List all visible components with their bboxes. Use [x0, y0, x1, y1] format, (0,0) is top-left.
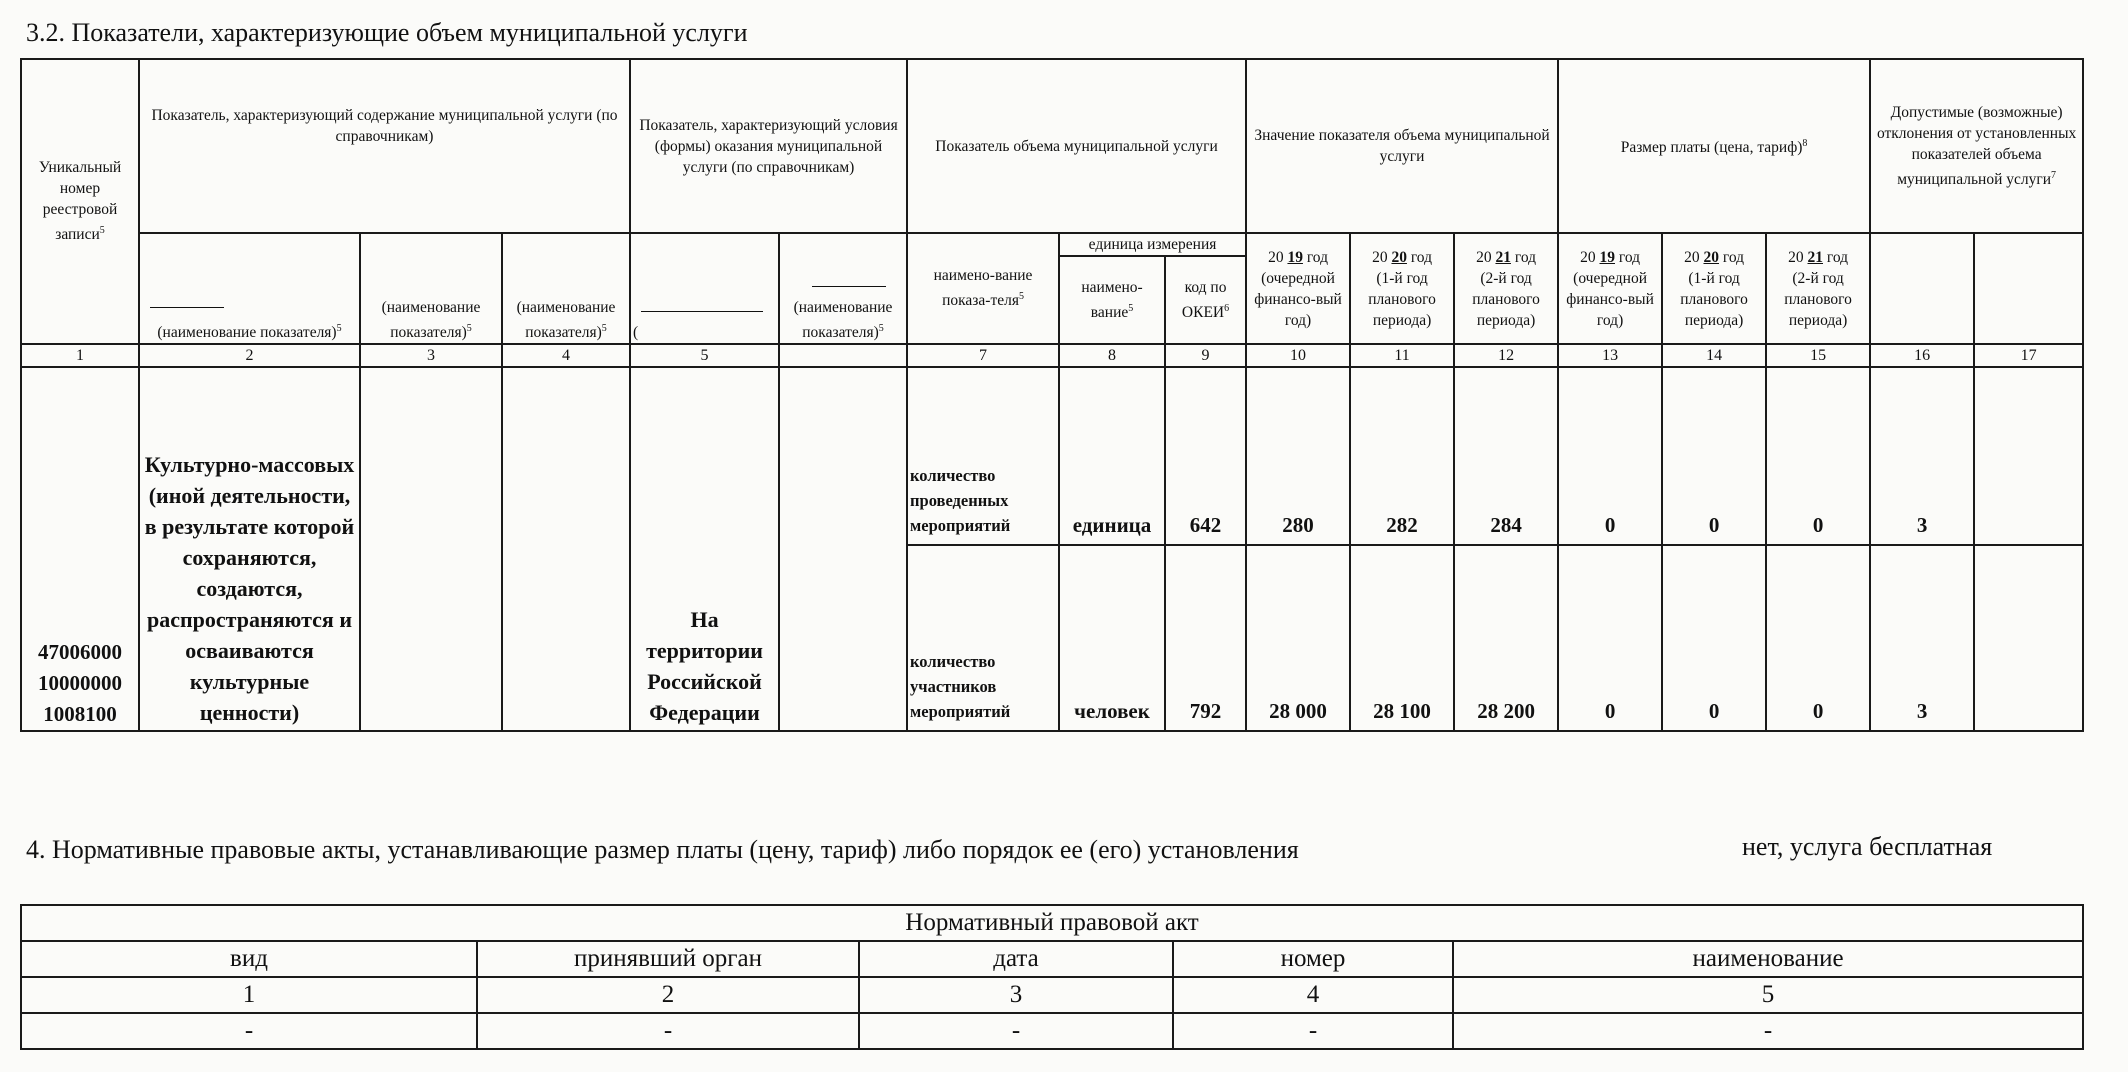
content-indicator-value: Культурно-массовых (иной деятельности, в результате которой сохраняются, создаются, распространяются и осваиваются культурные ценности) — [139, 367, 360, 731]
header-issuing-body: принявший орган — [477, 941, 859, 977]
type-value: - — [21, 1013, 477, 1049]
col-number: 4 — [1173, 977, 1453, 1013]
payment-2021: 0 — [1766, 367, 1870, 545]
date-value: - — [859, 1013, 1173, 1049]
header-conditions-indicator: Показатель, характеризующий условия (формы) оказания муниципальной услуги (по справочникам) — [630, 59, 907, 233]
unit-name: единица — [1059, 367, 1165, 545]
payment-2021: 0 — [1766, 545, 1870, 731]
header-okei: код по ОКЕИ$^6$ — [1165, 256, 1246, 344]
title-value: - — [1453, 1013, 2083, 1049]
payment-2020: 0 — [1662, 367, 1766, 545]
header-indicator-name-col2: (наименование показателя)$^5$ — [139, 233, 360, 344]
content-indicator-empty-4 — [502, 367, 630, 731]
header-indicator-name-col3: (наименование показателя)$^5$ — [360, 233, 502, 344]
header-year-2020-payment: 20 20 год (1-й год планового периода) — [1662, 233, 1766, 344]
condition-empty-6 — [779, 367, 907, 731]
section-3-2-title: 3.2. Показатели, характеризующие объем муниципальной услуги — [26, 18, 748, 47]
header-unit-group: единица измерения — [1059, 233, 1246, 256]
col-number: 4 — [502, 344, 630, 367]
col-number: 1 — [21, 344, 139, 367]
col-number: 5 — [630, 344, 779, 367]
header-volume-value: Значение показателя объема муниципальной услуги — [1246, 59, 1558, 233]
table-row — [21, 1013, 2083, 1049]
value-2021: 284 — [1454, 367, 1558, 545]
header-volume-indicator: Показатель объема муниципальной услуги — [907, 59, 1246, 233]
table-row — [21, 367, 2083, 545]
payment-2020: 0 — [1662, 545, 1766, 731]
value-2020: 28 100 — [1350, 545, 1454, 731]
unit-name: человек — [1059, 545, 1165, 731]
col-number: 15 — [1766, 344, 1870, 367]
col-number: 12 — [1454, 344, 1558, 367]
payment-2019: 0 — [1558, 367, 1662, 545]
header-year-2019-payment: 20 19 год (очередной финансо-вый год) — [1558, 233, 1662, 344]
col-number: 5 — [1453, 977, 2083, 1013]
section-4-note: нет, услуга бесплатная — [1742, 832, 1993, 861]
col-number: 2 — [477, 977, 859, 1013]
deviation-absolute — [1974, 367, 2083, 545]
col-number: 2 — [139, 344, 360, 367]
col-number: 13 — [1558, 344, 1662, 367]
header-payment-size: Размер платы (цена, тариф)$^8$ — [1558, 59, 1870, 233]
header-date: дата — [859, 941, 1173, 977]
header-type: вид — [21, 941, 477, 977]
col-number: 17 — [1974, 344, 2083, 367]
territory-value: На территории Российской Федерации — [630, 367, 779, 731]
header-year-2021-payment: 20 21 год (2-й год планового периода) — [1766, 233, 1870, 344]
okei-code: 792 — [1165, 545, 1246, 731]
col-number: 8 — [1059, 344, 1165, 367]
header-year-2019-value: 20 19 год (очередной финансо-вый год) — [1246, 233, 1350, 344]
measure-name: количество проведенных мероприятий — [907, 367, 1059, 545]
value-2019: 28 000 — [1246, 545, 1350, 731]
col-number: 10 — [1246, 344, 1350, 367]
okei-code: 642 — [1165, 367, 1246, 545]
col-number: 11 — [1350, 344, 1454, 367]
col-number: 3 — [859, 977, 1173, 1013]
col-number: 1 — [21, 977, 477, 1013]
header-unique-number: Уникальный номер реестровой записи$^5$ — [21, 59, 139, 344]
header-year-2021-value: 20 21 год (2-й год планового периода) — [1454, 233, 1558, 344]
content-indicator-empty-3 — [360, 367, 502, 731]
deviation-percent: 3 — [1870, 367, 1974, 545]
section-4-title: 4. Нормативные правовые акты, устанавливающие размер платы (цену, тариф) либо порядок ее (его) установления — [26, 835, 1299, 864]
deviation-absolute — [1974, 545, 2083, 731]
header-title: наименование — [1453, 941, 2083, 977]
payment-2019: 0 — [1558, 545, 1662, 731]
header-indicator-name-col6: (наименование показателя)$^5$ — [779, 233, 907, 344]
header-unit-name: наимено-вание$^5$ — [1059, 256, 1165, 344]
deviation-percent: 3 — [1870, 545, 1974, 731]
header-deviations: Допустимые (возможные) отклонения от установленных показателей объема муниципальной услуги$^7$ — [1870, 59, 2083, 233]
column-numbers-row — [21, 344, 2083, 367]
volume-indicators-table — [20, 58, 2084, 732]
header-indicator-name-col5: ( — [630, 233, 779, 344]
measure-name: количество участников мероприятий — [907, 545, 1059, 731]
col-number: 7 — [907, 344, 1059, 367]
header-year-2020-value: 20 20 год (1-й год планового периода) — [1350, 233, 1454, 344]
col-number — [779, 344, 907, 367]
value-2019: 280 — [1246, 367, 1350, 545]
legal-acts-table — [20, 904, 2084, 1050]
header-number: номер — [1173, 941, 1453, 977]
col-number: 9 — [1165, 344, 1246, 367]
header-deviation-percent — [1870, 233, 1974, 344]
value-2021: 28 200 — [1454, 545, 1558, 731]
col-number: 14 — [1662, 344, 1766, 367]
col-number: 16 — [1870, 344, 1974, 367]
header-deviation-absolute — [1974, 233, 2083, 344]
number-value: - — [1173, 1013, 1453, 1049]
header-indicator-name-col4: (наименование показателя)$^5$ — [502, 233, 630, 344]
header-indicator-label: наимено-вание показа-теля$^5$ — [907, 233, 1059, 344]
issuing-body-value: - — [477, 1013, 859, 1049]
col-number: 3 — [360, 344, 502, 367]
legal-act-caption: Нормативный правовой акт — [21, 905, 2083, 941]
value-2020: 282 — [1350, 367, 1454, 545]
header-content-indicator: Показатель, характеризующий содержание муниципальной услуги (по справочникам) — [139, 59, 630, 233]
registry-number: 47006000 10000000 1008100 — [21, 367, 139, 731]
